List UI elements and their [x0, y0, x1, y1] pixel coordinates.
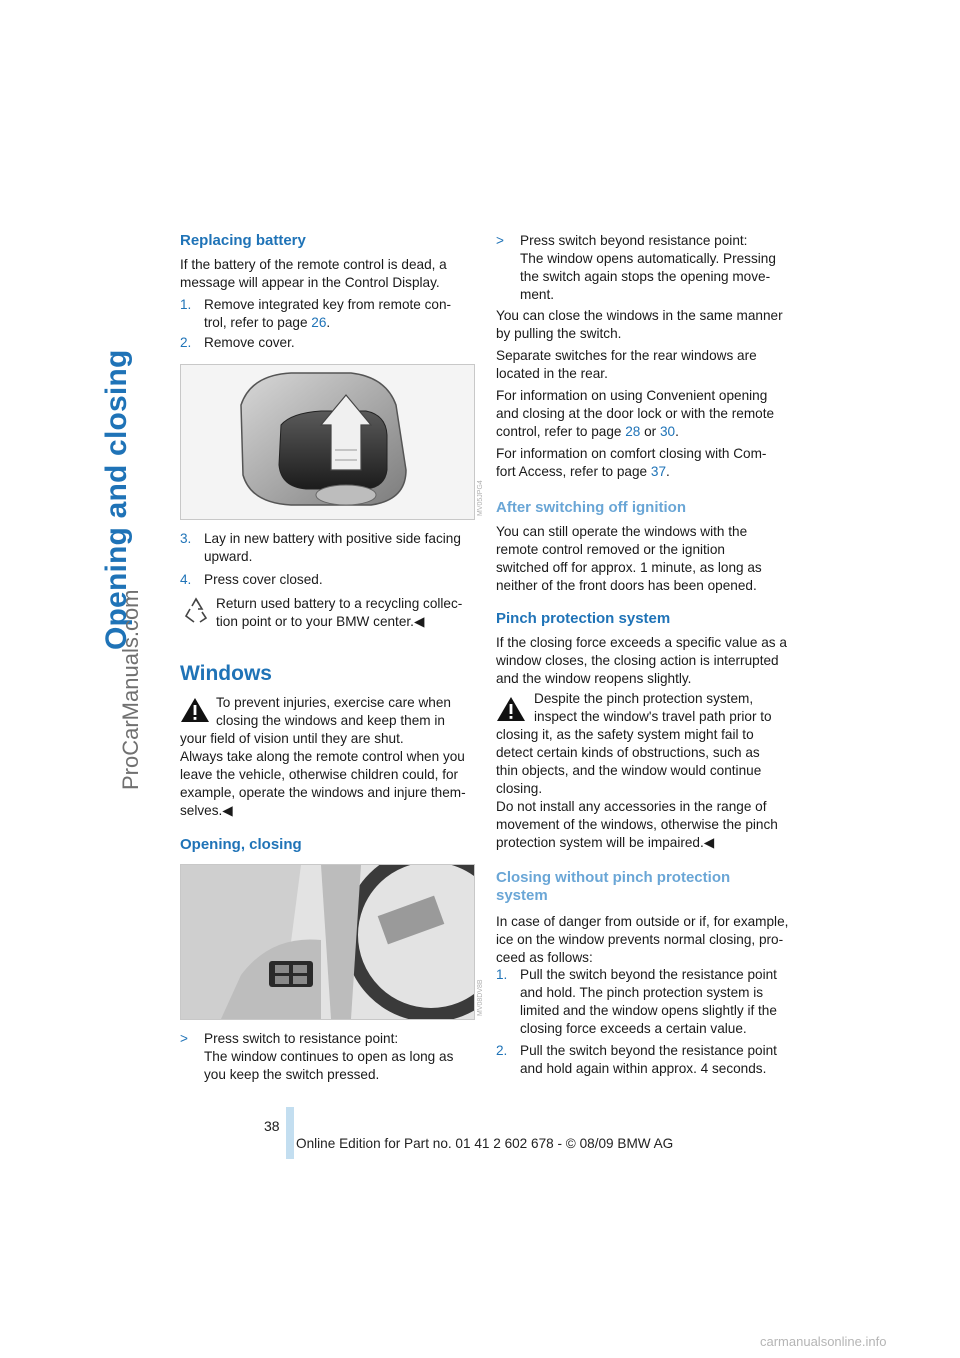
closing-step-1: 1. Pull the switch beyond the resistance point and hold. The pinch protection system is limited and the window opens slightly if the closing force exceeds a certain value. [496, 967, 777, 1036]
heading-replacing-battery: Replacing battery [180, 232, 306, 249]
pinch-warning: Despite the pinch protection system, inspect the window's travel path prior to closing it, as the safety system might fail to detect certain kinds of obstructions, such as thin objects, and the window would continue closing. Do not install any accessories in the range of movement of the windows, otherwise the pinch protection system will be impaired.◀ [496, 691, 778, 850]
left-column [180, 232, 476, 292]
remote-key-illustration [181, 365, 474, 519]
heading-after-ignition: After switching off ignition [496, 499, 686, 516]
para-comfort-access: For information on comfort closing with Com- fort Access, refer to page 37. [496, 446, 767, 479]
recycle-note: Return used battery to a recycling collec- tion point or to your BMW center.◀ [216, 596, 463, 629]
page-link-30[interactable]: 30 [659, 424, 676, 439]
para-convenient-opening: For information on using Convenient opening and closing at the door lock or with the remote control, refer to page 28 or 30. [496, 388, 775, 439]
page-link-37[interactable]: 37 [650, 464, 667, 479]
step-3: 3. Lay in new battery with positive side facing upward. [180, 531, 461, 564]
replacing-intro: If the battery of the remote control is dead, a message will appear in the Control Display. [180, 257, 447, 290]
heading-pinch-protection: Pinch protection system [496, 610, 671, 627]
windows-section [180, 662, 272, 686]
para-close-same: You can close the windows in the same manner by pulling the switch. [496, 308, 783, 341]
remote-key-image [180, 364, 475, 520]
opening-closing-section [180, 836, 302, 854]
watermark: carmanualsonline.info [760, 1334, 887, 1349]
footer-accent-bar [286, 1107, 294, 1159]
page-number: 38 [264, 1118, 280, 1134]
step-1: 1. Remove integrated key from remote con- trol, refer to page 26. [180, 297, 452, 330]
page-link-28[interactable]: 28 [625, 424, 641, 439]
site-label-vertical: ProCarManuals.com [118, 589, 143, 790]
windows-warning: To prevent injuries, exercise care when closing the windows and keep them in your field of vision until they are shut. Always take along the remote control when you leave the vehicle, otherwise children could, for example, operate the windows and injure them- selves.◀ [180, 695, 466, 818]
heading-opening-closing: Opening, closing [180, 836, 302, 853]
recycling-icon [182, 596, 210, 624]
section-title-vertical: Opening and closing [100, 349, 133, 650]
image-code: MV05JPG4 [477, 480, 484, 516]
bullet-press-resistance: > Press switch to resistance point: The window continues to open as long as you keep the switch pressed. [180, 1031, 454, 1082]
step-2: 2. Remove cover. [180, 335, 295, 350]
pinch-section: Pinch protection system If the closing force exceeds a specific value as a window closes, the closing action is interrupted and the window reopens slightly. [496, 610, 796, 688]
page-link-26[interactable]: 26 [311, 315, 327, 330]
closing-without-section: Closing without pinch protection system In case of danger from outside or if, for example, ice on the window prevents normal closing, pro- ceed as follows: [496, 869, 796, 967]
image-code-2: MV08DV8B [477, 979, 484, 1016]
bullet-press-beyond: > Press switch beyond resistance point: The window opens automatically. Pressing the switch again stops the opening move- ment. [496, 233, 776, 302]
heading-closing-without-pinch: Closing without pinch protection system [496, 869, 731, 904]
door-switch-illustration [181, 865, 474, 1019]
edition-footer: Online Edition for Part no. 01 41 2 602 678 - © 08/09 BMW AG [296, 1136, 674, 1151]
para-rear-switches: Separate switches for the rear windows are located in the rear. [496, 348, 757, 381]
step-4: 4. Press cover closed. [180, 572, 323, 587]
door-switch-image [180, 864, 475, 1020]
after-ignition-section: After switching off ignition You can still operate the windows with the remote control removed or the ignition switched off for approx. 1 minute, as long as neither of the front doors has been opened. [496, 499, 796, 595]
heading-windows: Windows [180, 662, 272, 685]
closing-step-2: 2. Pull the switch beyond the resistance point and hold again within approx. 4 seconds. [496, 1043, 777, 1076]
